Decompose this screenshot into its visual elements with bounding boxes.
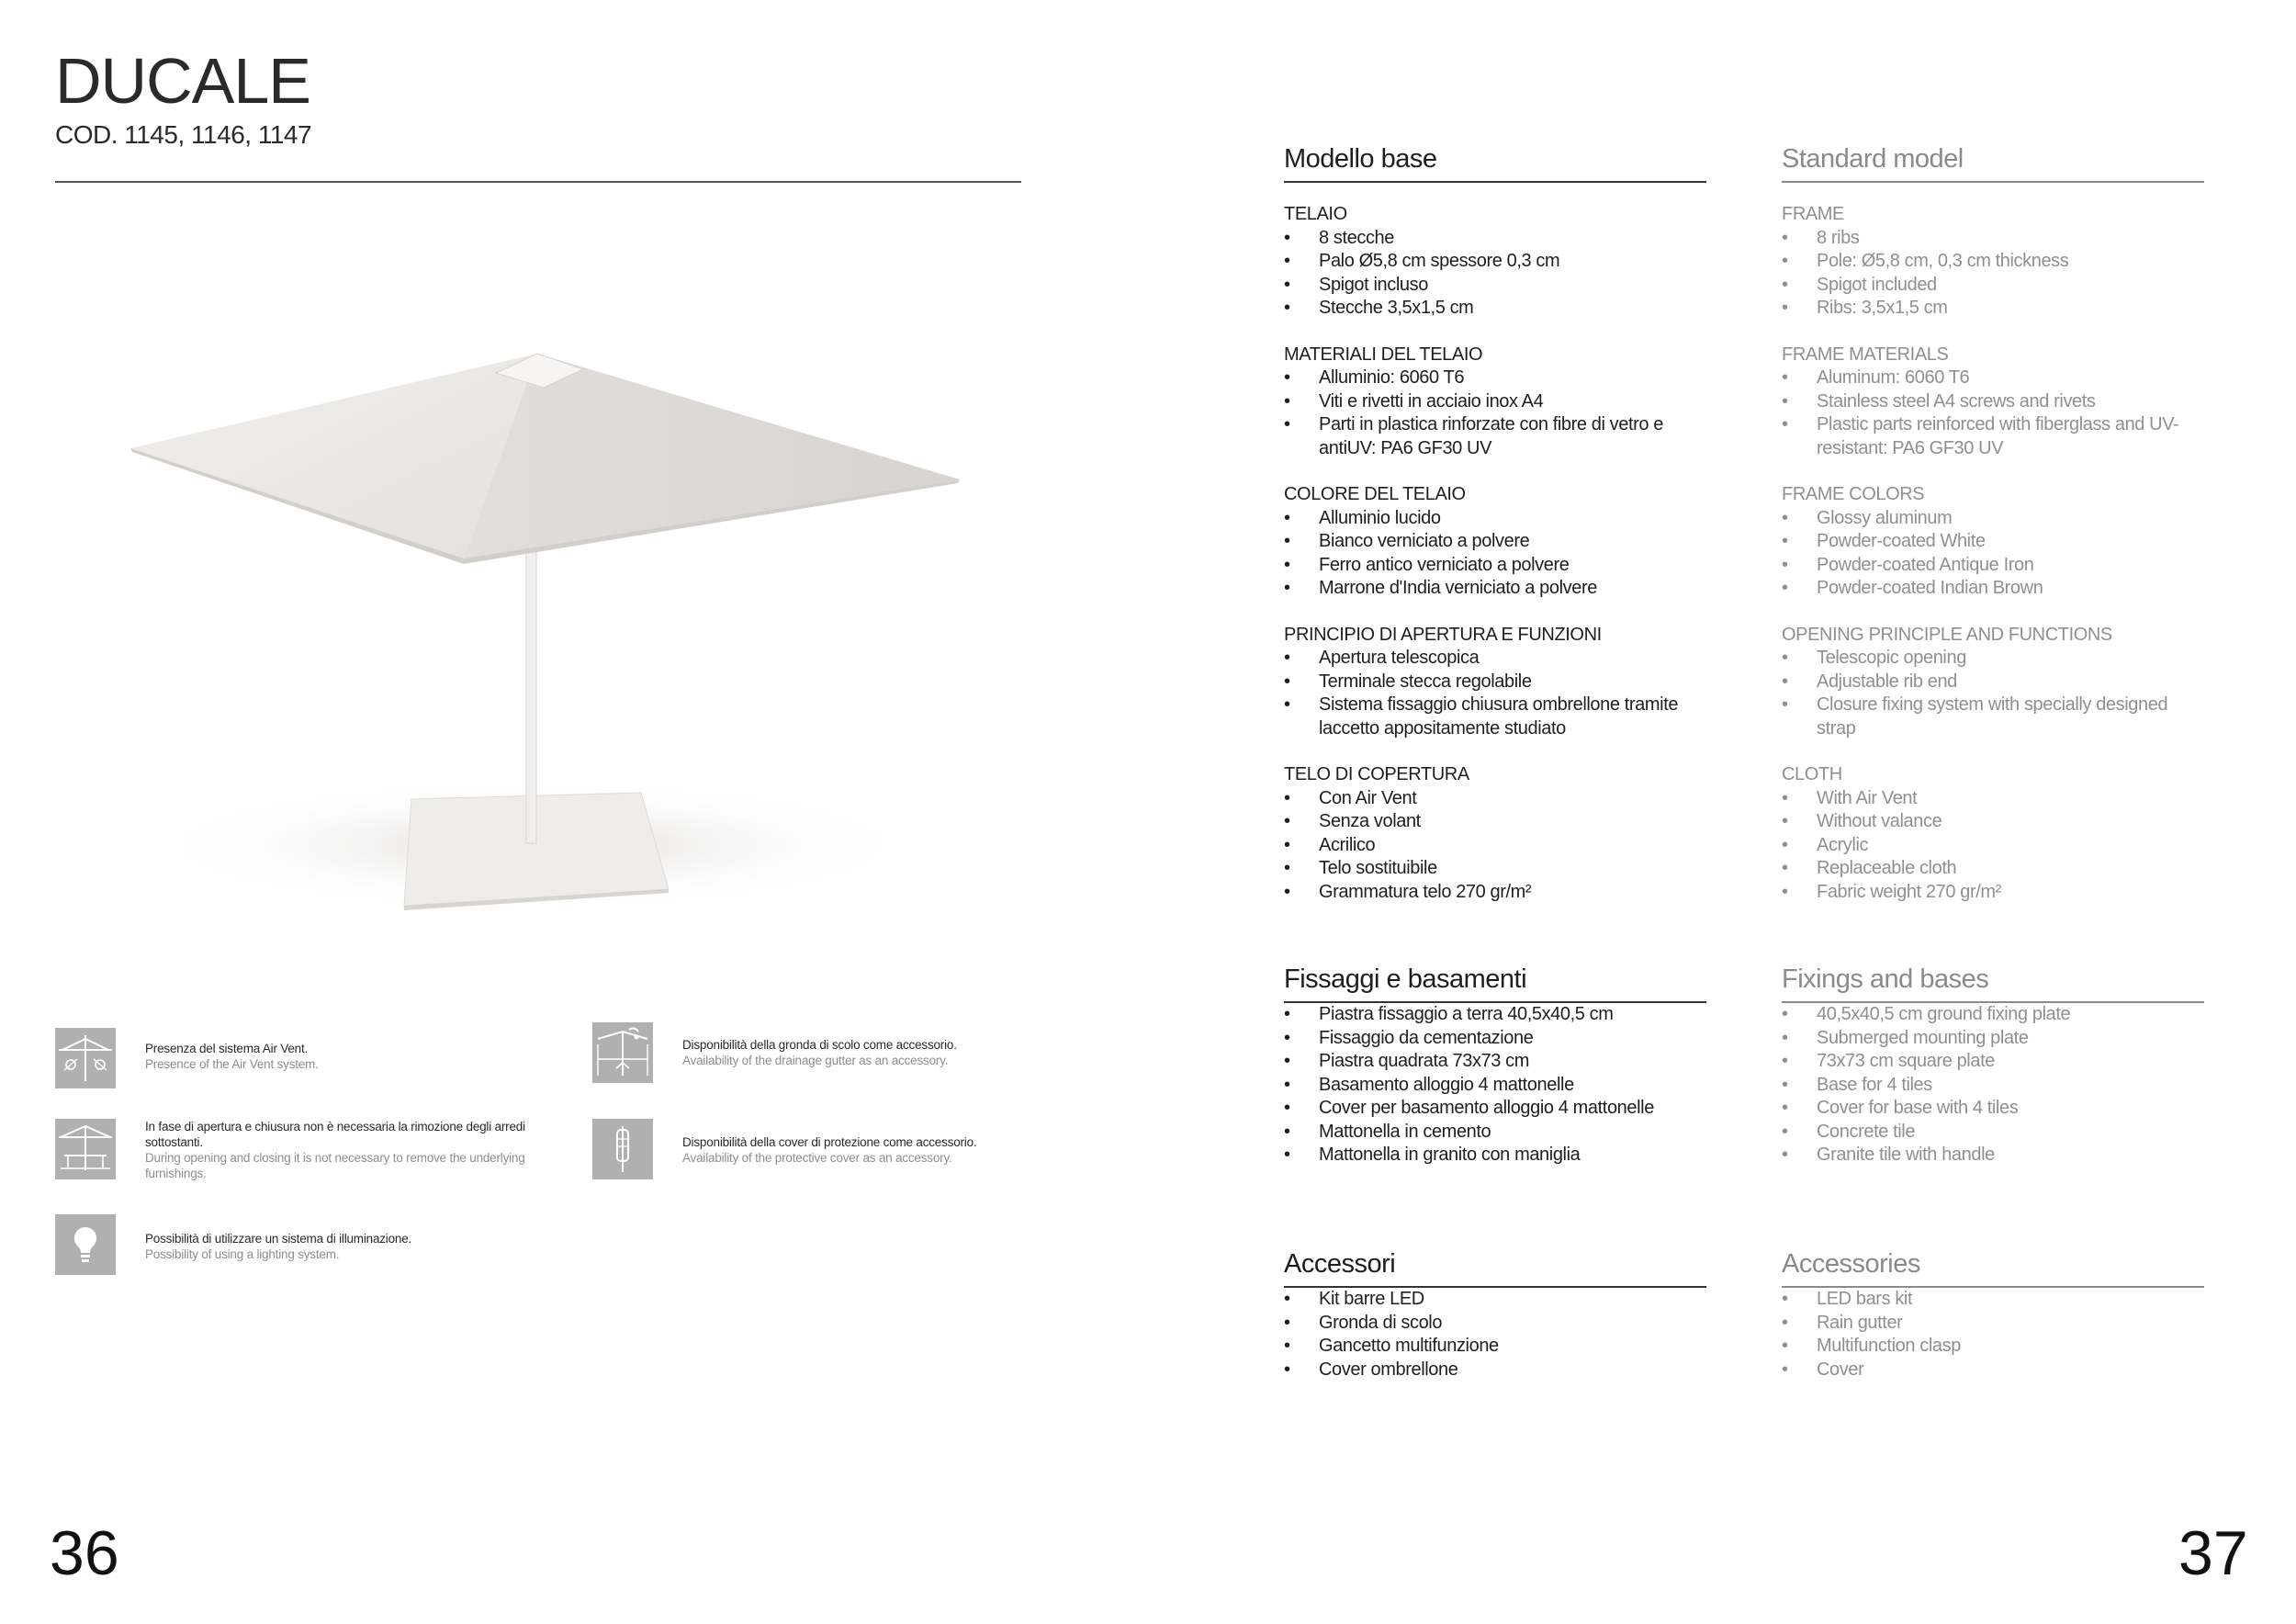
furniture-under-umbrella-icon	[55, 1119, 116, 1179]
spec-item: • 8 stecche	[1284, 227, 1706, 251]
feature-text-en: Availability of the protective cover as an accessory.	[682, 1151, 952, 1165]
protective-cover-icon	[592, 1119, 653, 1179]
feature-text-en: During opening and closing it is not necessary to remove the underlying furnishings.	[145, 1151, 525, 1180]
spec-item: • Acrylic	[1782, 834, 2204, 858]
feature-text-en: Availability of the drainage gutter as an accessory.	[682, 1054, 949, 1067]
accessory-item: • Multifunction clasp	[1782, 1335, 2204, 1359]
spec-item: • Closure fixing system with specially designed strap	[1782, 694, 2204, 740]
accessory-item: • LED bars kit	[1782, 1288, 2204, 1312]
light-bulb-icon	[55, 1214, 116, 1275]
spec-item: • Telo sostituibile	[1284, 857, 1706, 881]
fixing-item: • Cover for base with 4 tiles	[1782, 1097, 2204, 1121]
spec-item: • Marrone d'India verniciato a polvere	[1284, 577, 1706, 601]
spec-item: • Terminale stecca regolabile	[1284, 671, 1706, 694]
feature-text-en: Presence of the Air Vent system.	[145, 1057, 319, 1071]
fixing-item: • Fissaggio da cementazione	[1284, 1027, 1706, 1051]
fixing-item: • Mattonella in cemento	[1284, 1121, 1706, 1145]
spec-item: • Spigot incluso	[1284, 274, 1706, 298]
fixing-item: • Piastra quadrata 73x73 cm	[1284, 1050, 1706, 1074]
spec-item: • Ferro antico verniciato a polvere	[1284, 554, 1706, 578]
spec-item: • Viti e rivetti in acciaio inox A4	[1284, 390, 1706, 414]
fixing-item: • 73x73 cm square plate	[1782, 1050, 2204, 1074]
spec-group	[1284, 203, 1706, 321]
spec-item: • Replaceable cloth	[1782, 857, 2204, 881]
spec-item: • Fabric weight 270 gr/m²	[1782, 881, 2204, 905]
feature-text-it: In fase di apertura e chiusura non è necessaria la rimozione degli arredi sottostanti.	[145, 1120, 525, 1149]
spec-item: • 8 ribs	[1782, 227, 2204, 251]
fixing-item: • Mattonella in granito con maniglia	[1284, 1144, 1706, 1167]
spec-group-title: COLORE DEL TELAIO	[1284, 484, 1466, 504]
fixing-item: • Basamento alloggio 4 mattonelle	[1284, 1074, 1706, 1098]
feature-text-it: Disponibilità della gronda di scolo come accessorio.	[682, 1038, 957, 1052]
section-heading-accessories: Accessori	[1284, 1247, 1706, 1288]
spec-group-title: PRINCIPIO DI APERTURA E FUNZIONI	[1284, 624, 1602, 645]
spec-column-italian	[1284, 142, 1706, 904]
fixings-column-english	[1782, 963, 2204, 1167]
spec-item: • With Air Vent	[1782, 787, 2204, 811]
fixing-item: • Submerged mounting plate	[1782, 1027, 2204, 1051]
spec-group-title: CLOTH	[1782, 764, 1842, 784]
spec-item: • Acrilico	[1284, 834, 1706, 858]
spec-item: • Pole: Ø5,8 cm, 0,3 cm thickness	[1782, 250, 2204, 274]
accessory-item: • Rain gutter	[1782, 1312, 2204, 1336]
umbrella-illustration	[119, 331, 974, 955]
section-heading-standard-model: Standard model	[1782, 142, 2204, 183]
spec-group	[1284, 763, 1706, 904]
spec-group-title: TELO DI COPERTURA	[1284, 764, 1469, 784]
section-heading-base-model: Modello base	[1284, 142, 1706, 183]
spec-group	[1782, 624, 2204, 741]
umbrella-pole	[526, 549, 536, 843]
spec-item: • Bianco verniciato a polvere	[1284, 530, 1706, 554]
spec-group	[1782, 483, 2204, 601]
spec-item: • Without valance	[1782, 810, 2204, 834]
accessories-column-english	[1782, 1247, 2204, 1382]
section-heading-accessories-en: Accessories	[1782, 1247, 2204, 1288]
section-heading-fixings: Fissaggi e basamenti	[1284, 963, 1706, 1003]
spec-group	[1284, 483, 1706, 601]
spec-item: • Palo Ø5,8 cm spessore 0,3 cm	[1284, 250, 1706, 274]
spec-item: • Con Air Vent	[1284, 787, 1706, 811]
drainage-gutter-icon	[592, 1022, 653, 1083]
accessory-item: • Kit barre LED	[1284, 1288, 1706, 1312]
spec-item: • Powder-coated Antique Iron	[1782, 554, 2204, 578]
spec-group-title: FRAME COLORS	[1782, 484, 1925, 504]
fixing-item: • Base for 4 tiles	[1782, 1074, 2204, 1098]
spec-item: • Alluminio lucido	[1284, 507, 1706, 531]
spec-column-english	[1782, 142, 2204, 904]
fixing-item: • Piastra fissaggio a terra 40,5x40,5 cm	[1284, 1003, 1706, 1027]
spec-group	[1782, 763, 2204, 904]
accessory-item: • Gancetto multifunzione	[1284, 1335, 1706, 1359]
product-codes: COD. 1145, 1146, 1147	[55, 120, 312, 149]
product-title: DUCALE	[55, 45, 310, 117]
spec-item: • Grammatura telo 270 gr/m²	[1284, 881, 1706, 905]
spec-item: • Parti in plastica rinforzate con fibre di vetro e antiUV: PA6 GF30 UV	[1284, 413, 1706, 460]
spec-item: • Ribs: 3,5x1,5 cm	[1782, 297, 2204, 321]
spec-item: • Powder-coated Indian Brown	[1782, 577, 2204, 601]
spec-item: • Telescopic opening	[1782, 647, 2204, 671]
spec-group-title: FRAME MATERIALS	[1782, 344, 1949, 365]
feature-text-it: Possibilità di utilizzare un sistema di illuminazione.	[145, 1232, 412, 1246]
spec-item: • Glossy aluminum	[1782, 507, 2204, 531]
spec-item: • Powder-coated White	[1782, 530, 2204, 554]
spec-group-title: TELAIO	[1284, 204, 1347, 224]
accessories-column-italian	[1284, 1247, 1706, 1382]
page-number-left: 36	[50, 1518, 119, 1588]
spec-group-title: MATERIALI DEL TELAIO	[1284, 344, 1483, 365]
spec-group	[1284, 344, 1706, 461]
spec-group	[1284, 624, 1706, 741]
spec-item: • Aluminum: 6060 T6	[1782, 367, 2204, 390]
feature-text-en: Possibility of using a lighting system.	[145, 1247, 340, 1261]
spec-item: • Spigot included	[1782, 274, 2204, 298]
fixings-column-italian	[1284, 963, 1706, 1167]
fixing-item: • 40,5x40,5 cm ground fixing plate	[1782, 1003, 2204, 1027]
feature-text-it: Presenza del sistema Air Vent.	[145, 1042, 309, 1055]
spec-item: • Adjustable rib end	[1782, 671, 2204, 694]
air-vent-icon	[55, 1028, 116, 1088]
accessory-item: • Cover ombrellone	[1284, 1359, 1706, 1382]
fixing-item: • Granite tile with handle	[1782, 1144, 2204, 1167]
section-heading-fixings-bases: Fixings and bases	[1782, 963, 2204, 1003]
fixing-item: • Cover per basamento alloggio 4 mattonelle	[1284, 1097, 1706, 1121]
spec-item: • Senza volant	[1284, 810, 1706, 834]
spec-item: • Alluminio: 6060 T6	[1284, 367, 1706, 390]
spec-group-title: FRAME	[1782, 204, 1845, 224]
feature-text-it: Disponibilità della cover di protezione come accessorio.	[682, 1135, 977, 1149]
spec-item: • Stainless steel A4 screws and rivets	[1782, 390, 2204, 414]
spec-item: • Sistema fissaggio chiusura ombrellone tramite laccetto appositamente studiato	[1284, 694, 1706, 740]
spec-group	[1782, 203, 2204, 321]
fixing-item: • Concrete tile	[1782, 1121, 2204, 1145]
spec-item: • Stecche 3,5x1,5 cm	[1284, 297, 1706, 321]
accessory-item: • Cover	[1782, 1359, 2204, 1382]
page-number-right: 37	[2178, 1518, 2248, 1588]
spec-item: • Apertura telescopica	[1284, 647, 1706, 671]
accessory-item: • Gronda di scolo	[1284, 1312, 1706, 1336]
title-divider	[55, 181, 1021, 183]
spec-group-title: OPENING PRINCIPLE AND FUNCTIONS	[1782, 624, 2112, 645]
spec-group	[1782, 344, 2204, 461]
spec-item: • Plastic parts reinforced with fiberglass and UV-resistant: PA6 GF30 UV	[1782, 413, 2204, 460]
